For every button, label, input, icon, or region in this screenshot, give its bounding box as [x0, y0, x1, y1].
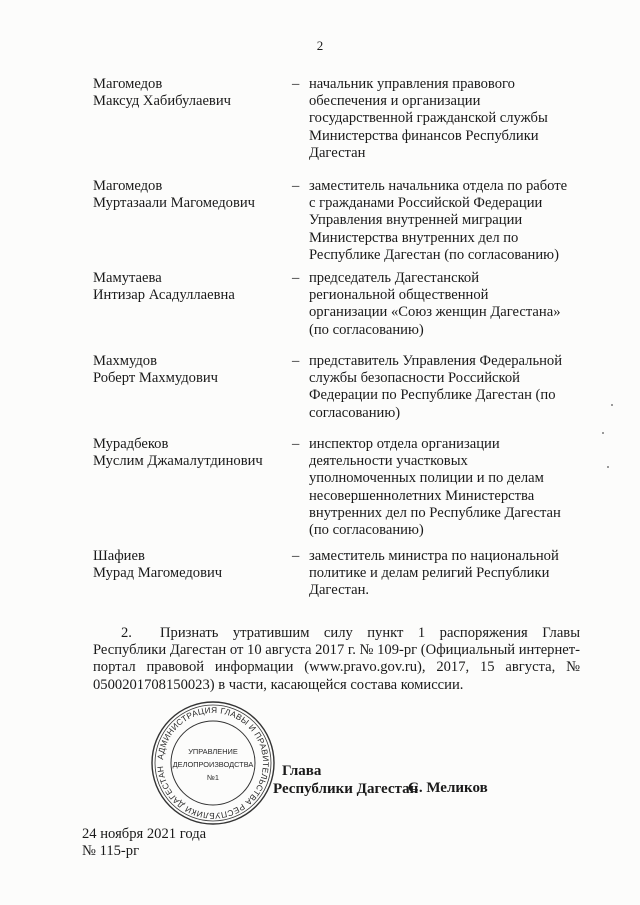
- scan-speck: [602, 432, 604, 434]
- clause-paragraph: [93, 625, 580, 694]
- member-role: председатель Дагестанской региональной общественной организации «Союз женщин Дагестана» (по согласованию): [309, 270, 561, 338]
- member-dash: –: [292, 436, 300, 452]
- member-role: начальник управления правового обеспечения и организации государственной гражданской службы Министерства финансов Республики Дагестан: [309, 76, 548, 161]
- member-name: Мамутаева Интизар Асадуллаевна: [93, 270, 235, 304]
- member-name: Магомедов Максуд Хабибулаевич: [93, 76, 231, 110]
- clause-text: Признать утратившим силу пункт 1 распоряжения Главы Республики Дагестан от 10 августа 2017 г. № 109-рг (Официальный интернет-портал правовой информации (www.pravo.gov.ru), 2017, 15 августа, № 0500201708150023) в части, касающейся состава комиссии.: [93, 625, 581, 693]
- clause-number: 2.: [121, 625, 132, 641]
- page-number: 2: [316, 38, 324, 53]
- signatory-name: С. Меликов: [408, 780, 488, 796]
- member-role: заместитель начальника отдела по работе с гражданами Российской Федерации Управления внутренней миграции Министерства внутренних дел по Республике Дагестан (по согласованию): [309, 178, 568, 263]
- member-role: инспектор отдела организации деятельности участковых уполномоченных полиции и по делам несовершеннолетних Министерства внутренних дел по Республике Дагестан (по согласованию): [309, 436, 561, 539]
- member-name: Магомедов Муртазаали Магомедович: [93, 178, 256, 212]
- office-stamp-seal: [150, 700, 276, 826]
- member-name: Мурадбеков Муслим Джамалутдинович: [93, 436, 263, 470]
- stamp-ring-text: АДМИНИСТРАЦИЯ ГЛАВЫ И ПРАВИТЕЛЬСТВА РЕСПУБЛИКИ ДАГЕСТАН: [155, 704, 272, 822]
- document-footer: [82, 826, 206, 860]
- member-dash: –: [292, 178, 300, 194]
- document-date: 24 ноября 2021 года: [82, 826, 207, 842]
- member-dash: –: [292, 548, 300, 564]
- member-dash: –: [292, 270, 300, 286]
- member-dash: –: [292, 353, 300, 369]
- member-role: представитель Управления Федеральной службы безопасности Российской Федерации по Республике Дагестан (по согласованию): [309, 353, 563, 421]
- scan-speck: [611, 404, 613, 406]
- stamp-line-3: №1: [206, 773, 220, 782]
- signature-title: Глава Республики Дагестан: [273, 763, 419, 797]
- scan-speck: [607, 466, 609, 468]
- member-name: Шафиев Мурад Магомедович: [93, 548, 223, 582]
- stamp-line-2: ДЕЛОПРОИЗВОДСТВА: [172, 760, 254, 769]
- member-dash: –: [292, 76, 300, 92]
- member-role: заместитель министра по национальной политике и делам религий Республики Дагестан.: [309, 548, 559, 599]
- document-number: № 115-рг: [82, 843, 140, 859]
- member-name: Махмудов Роберт Махмудович: [93, 353, 219, 387]
- stamp-line-1: УПРАВЛЕНИЕ: [188, 747, 238, 756]
